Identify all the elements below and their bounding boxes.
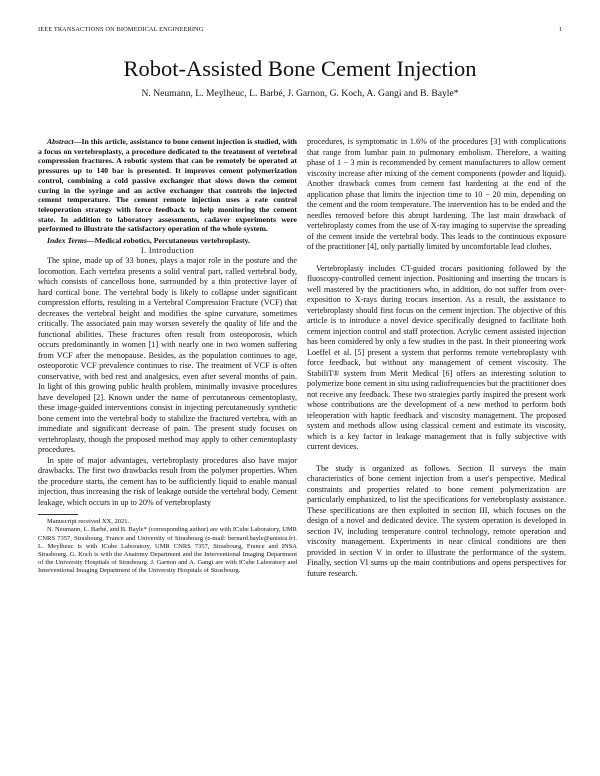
right-column [307,137,566,579]
left-column [38,137,297,576]
intro-paragraph-4: Vertebroplasty includes CT-guided trocars positioning followed by the fluoscopy-controlled cement injection. Positioning and inserting the trocars is well mastered by the practitioners who, in addition, do not suffer from over-exposition to X-rays during trocars insertion. As a result, the assistance to vertebroplasty should first focus on the cement injection. The objective of this article is to introduce a novel device specifically designed to facilitate both cement injection control and staff protection. Acrylic cement assisted injection has been considered by only a few studies in the past. In their pioneering work Loeffel et al. [5] present a system that performs remote vertebroplasty with force feedback, but without any management of cement viscosity. The StabiliT® system from Merit Medical [6] offers an interesting solution to polymerize bone cement in situ using radiofrequencies but the practitioner does not receive any feedback. These two strategies partly inspired the present work whose contributions are the development of a new method to perform both teleoperation with haptic feedback and viscosity management. The proposed system and methods allow using classical cement and estimate its viscosity, which is a key factor in leakage management that is fully subjective with current devices. [307,263,566,451]
index-terms-label: Index Terms— [47,236,95,246]
intro-paragraph-5: The study is organized as follows. Section II surveys the main characteristics of bone cement injection from a user's perspective. Medical constraints and properties related to bone cement polymerization are particularly emphasized, to list the specifications for vertebroplasty assistance. These specifications are then exploited in section III, which focuses on the design of a novel and dedicated device. The system operation is developed in section IV, including temperature control technology, remote operation and viscosity management. Experiments in near clinical conditions are then provided in section V in order to illustrate the performance of the system. Finally, section VI sums up the main contributions and opens perspectives for future research. [307,463,566,578]
section-heading-introduction: I. Introduction [140,245,195,255]
paragraph-gap [307,453,566,464]
abstract-label: Abstract— [47,137,82,146]
footnotes [38,514,297,575]
paragraph-gap [307,253,566,264]
footnote-received: Manuscript received XX, 2021. [47,518,130,526]
footnote-rule [38,514,78,515]
journal-name: IEEE TRANSACTIONS ON BIOMEDICAL ENGINEERING [38,26,204,33]
intro-paragraph-2: In spite of major advantages, vertebroplasty procedures also have major drawbacks. The first two drawbacks result from the polymer properties. When the procedure starts, the cement has to be sufficiently liquid to enable manual injection, thus increasing the risk of leakage outside the vertebral body. Cement leakage, which occurs in up to 20% of vertebroplasty [38,455,297,507]
index-terms [38,236,297,246]
running-header [38,26,562,33]
page-number: 1 [558,26,562,33]
author-list: N. Neumann, L. Meylheuc, L. Barbé, J. Garnon, G. Koch, A. Gangi and B. Bayle* [141,88,459,99]
index-terms-text: Medical robotics, Percutaneous vertebroplasty. [94,236,250,246]
footnote-affiliations: N. Neumann, L. Barbé, and B. Bayle* (corresponding author) are with ICube Laboratory, UMR CNRS 7357, Strasbourg, France and University of Strasbourg (e-mail: bernard.bayle@unistra.fr). L. Meylheuc is with ICube Laboratory, UMR CNRS 7357, Strasbourg, France and INSA Strasbourg. G. Koch is with the Anatomy Department and the Interventional Imaging Department of the University Hospitals of Strasbourg. J. Garnon and A. Gangi are with ICube Laboratory and Interventional Imaging Department of the University Hospitals of Strasbourg. [38,526,297,575]
intro-paragraph-3: procedures, is symptomatic in 1.6% of the procedures [3] with complications that range from lumbar pain to pulmonary embolism. Therefore, a waiting phase of 1 − 3 min is recommended by cement manufacturers to allow cement viscosity increase after mixing of the cement components (powder and liquid). Another drawback comes from cement fast hardening at the end of the application phase that limits the injection time to 10 − 20 min, depending on the cement and the room temperature. The intervention has to be ended and the needles removed before this abrupt hardening. The last main drawback of vertebroplasty comes from the use of X-ray imaging to supervise the spreading of the cement inside the vertebral body. This leads to the continuous exposure of the practitioner [4], only partially limited by uncomfortable lead clothes. [307,137,566,251]
intro-paragraph-1: The spine, made up of 33 bones, plays a major role in the posture and the locomotion. Each vertebra presents a solid ventral part, called vertebral body, which consists of cancellous bone, surrounded by a thin protective layer of hard cortical bone. The vertebral body is likely to collapse under significant compression efforts, resulting in a Vertebral Compression Fracture (VCF) that decreases the vertebral height and modifies the spine curvature, sometimes critically. The associated pain may worsen severely the quality of life and the functional abilities. These fractures often result from osteoporosis, which occurs predominantly in women [1] with nearly one in two women suffering from VCF after the menopause. Besides, as the population continues to age, osteoporotic VCF prevalence continues to rise. The treatment of VCF is often conservative, with bed rest and analgesics, even after several months of pain. In light of this growing public health problem, minimally invasive procedures have developed [2]. Known under the name of percutaneous cementoplasty, these image-guided interventions consist in injecting percutaneously synthetic bone cement into the vertebral body to stabilize the fractured vertebra, with an immediate and significant decrease of pain. The present study focuses on vertebroplasty, though the proposed method may apply to other cementoplasty procedures. [38,256,297,455]
abstract [38,137,297,234]
paper-title: Robot-Assisted Bone Cement Injection [123,56,477,81]
abstract-text: In this article, assistance to bone cement injection is studied, with a focus on vertebroplasty, a procedure dedicated to the treatment of vertebral compression fractures. A robotic system that can be remotely be operated at pressures up to 140 bar is presented. It improves cement polymerization control, combining a cold passive exchanger that slows down the cement curing in the syringe and an active exchanger that controls the injected cement temperature. The cement remote injection uses a rate control teleoperation strategy with force feedback to help monitoring the cement state. In addition to laboratory assessments, cadaver experiments were performed to illustrate the satisfactory operation of the whole system. [38,137,297,234]
